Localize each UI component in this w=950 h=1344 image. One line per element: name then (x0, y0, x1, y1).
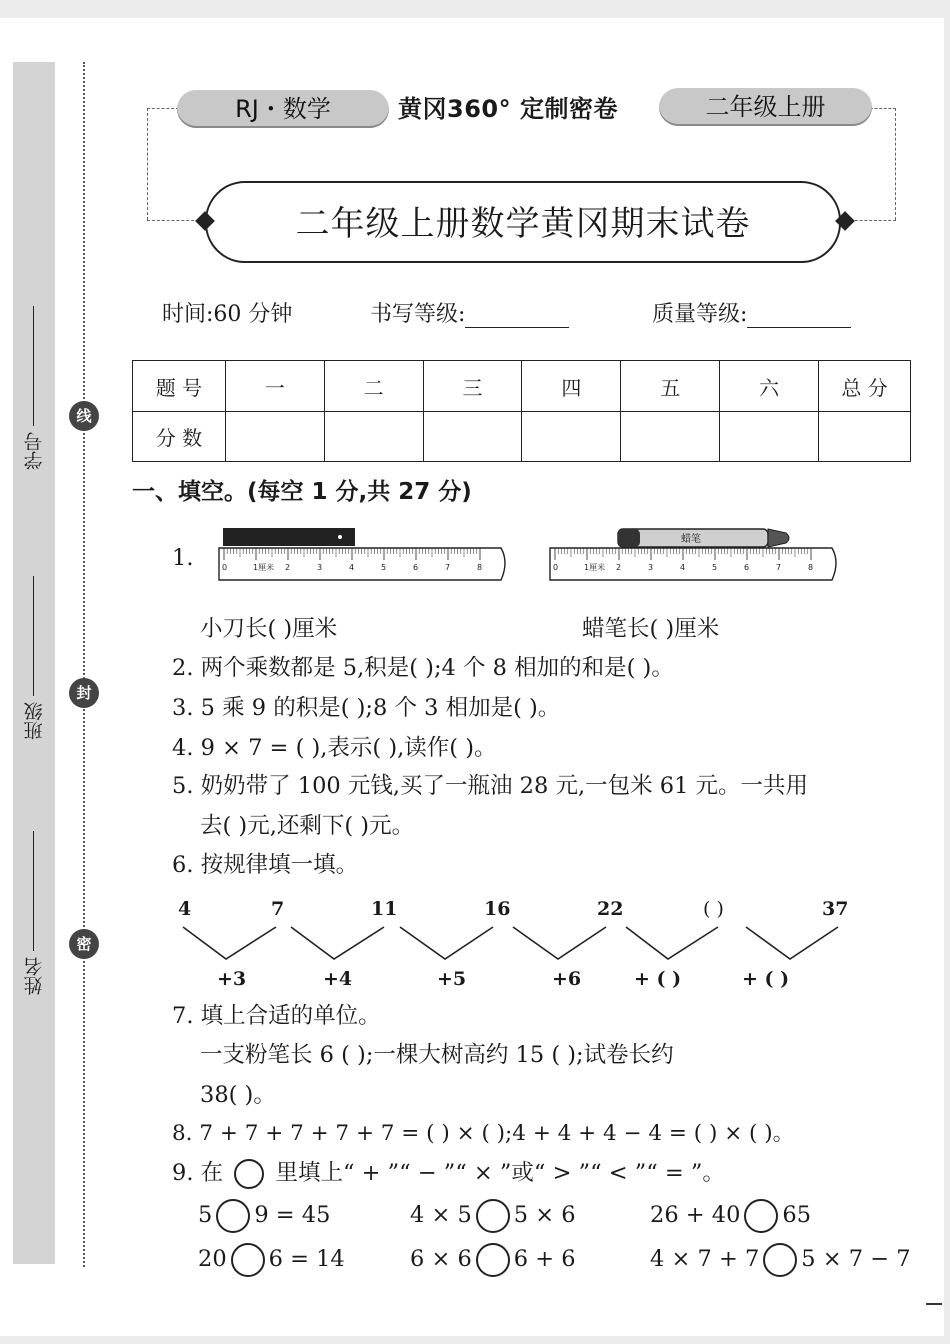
name-field[interactable] (12, 820, 56, 995)
q1-number: 1. (172, 545, 194, 571)
score-header-cell: 四 (522, 361, 621, 412)
seq-top: 37 (822, 898, 849, 920)
answer-circle[interactable] (216, 1199, 250, 1233)
name-blank[interactable] (34, 831, 35, 951)
question-3[interactable]: 3. 5 乘 9 的积是( );8 个 3 相加是( )。 (172, 695, 561, 721)
tick-label: 7 (445, 563, 451, 572)
score-cell[interactable] (819, 412, 911, 462)
q9-item (410, 1199, 576, 1233)
seq-vee (626, 927, 718, 959)
banner-dash (147, 108, 179, 109)
banner-dash (895, 108, 896, 220)
q1-knife-answer[interactable]: 小刀长( )厘米 (200, 616, 338, 642)
q9-left: 20 (198, 1246, 227, 1272)
seq-diff: +6 (552, 968, 582, 990)
student-no-label: 学号 (23, 432, 46, 470)
q9-item (650, 1243, 911, 1277)
seq-diff: +3 (217, 968, 247, 990)
banner-dash (870, 108, 896, 109)
tick-label-cm: 1厘米 (253, 563, 275, 572)
answer-circle[interactable] (476, 1243, 510, 1277)
question-5-line2[interactable]: 去( )元,还剩下( )元。 (200, 813, 415, 839)
quality-grade-label: 质量等级: (652, 302, 748, 327)
seq-top: 4 (178, 898, 192, 920)
score-cell[interactable] (324, 412, 423, 462)
q1-crayon-answer[interactable]: 蜡笔长( )厘米 (582, 616, 720, 642)
quality-grade-blank[interactable] (747, 301, 851, 328)
tick-label: 2 (285, 563, 291, 572)
tick-label: 7 (776, 563, 782, 572)
q9-right: 5 × 7 − 7 (801, 1246, 911, 1272)
score-header-cell: 总 分 (819, 361, 911, 412)
tick-label: 0 (553, 563, 559, 572)
question-7-line2[interactable]: 38( )。 (200, 1082, 276, 1108)
class-label: 班级 (23, 702, 46, 740)
q9-left: 4 × 5 (410, 1202, 472, 1228)
seq-vee (513, 927, 606, 959)
question-7-line1[interactable]: 一支粉笔长 6 ( );一棵大树高约 15 ( );试卷长约 (200, 1042, 674, 1068)
banner-dash (147, 220, 199, 221)
seq-diff-blank[interactable]: + ( ) (742, 968, 790, 990)
q9-right: 6 = 14 (268, 1246, 345, 1272)
score-header-cell: 五 (621, 361, 720, 412)
seq-vee (400, 927, 493, 959)
q9-right: 6 + 6 (513, 1246, 576, 1272)
seal-seal-mark: 封 (69, 678, 99, 708)
question-5-line1[interactable]: 5. 奶奶带了 100 元钱,买了一瓶油 28 元,一包米 61 元。一共用 (172, 773, 809, 799)
circle-icon (234, 1159, 264, 1189)
seq-vee (183, 927, 276, 959)
banner-dash (147, 108, 148, 220)
seq-top: 22 (597, 898, 624, 920)
seq-diff: +4 (323, 968, 353, 990)
seq-top: 16 (484, 898, 511, 920)
score-header-cell: 二 (324, 361, 423, 412)
score-cell[interactable] (423, 412, 522, 462)
tick-label: 5 (381, 563, 387, 572)
q9-item (410, 1243, 576, 1277)
seq-diff: +5 (437, 968, 467, 990)
tick-label: 4 (349, 563, 355, 572)
score-header-cell: 三 (423, 361, 522, 412)
tick-label: 6 (744, 563, 750, 572)
seq-vee (291, 927, 384, 959)
class-blank[interactable] (34, 576, 35, 696)
score-cell[interactable] (522, 412, 621, 462)
seq-top: 11 (371, 898, 398, 920)
tick-label-cm: 1厘米 (584, 563, 606, 572)
seq-vee (746, 927, 838, 959)
page-title: 二年级上册数学黄冈期末试卷 (295, 204, 751, 244)
section-heading: 一、填空。(每空 1 分,共 27 分) (132, 479, 472, 505)
writing-grade-blank[interactable] (465, 301, 569, 328)
answer-circle[interactable] (476, 1199, 510, 1233)
q9-item (198, 1243, 345, 1277)
tick-label: 8 (477, 563, 483, 572)
writing-grade (370, 297, 569, 328)
grade-tag: 二年级上册 (659, 88, 872, 126)
question-6: 6. 按规律填一填。 (172, 852, 359, 878)
question-9 (172, 1155, 725, 1189)
tick-label: 2 (616, 563, 622, 572)
q9-left: 4 × 7 + 7 (650, 1246, 760, 1272)
score-cell[interactable] (621, 412, 720, 462)
score-cell[interactable] (225, 412, 324, 462)
question-8[interactable]: 8. 7 + 7 + 7 + 7 + 7 = ( ) × ( );4 + 4 + 4 − 4 = ( ) × ( )。 (172, 1121, 795, 1146)
sequence-arrows (178, 922, 848, 966)
tick-label: 0 (222, 563, 228, 572)
q9-left: 6 × 6 (410, 1246, 472, 1272)
question-7: 7. 填上合适的单位。 (172, 1003, 381, 1029)
tick-label: 3 (317, 563, 323, 572)
student-no-field[interactable] (12, 290, 56, 470)
answer-circle[interactable] (231, 1243, 265, 1277)
class-field[interactable] (12, 555, 56, 740)
question-4[interactable]: 4. 9 × 7 = ( ),表示( ),读作( )。 (172, 735, 497, 761)
score-header-cell: 题 号 (133, 361, 226, 412)
ruler-crayon-figure (546, 524, 841, 586)
answer-circle[interactable] (744, 1199, 778, 1233)
q9-instruction: 里填上“ + ”“ − ”“ × ”或“ > ”“ < ”“ = ”。 (275, 1160, 725, 1186)
score-table (132, 360, 911, 462)
score-row-label: 分 数 (133, 412, 226, 462)
quality-grade (652, 297, 851, 328)
seal-line-mark: 线 (69, 401, 99, 431)
score-cell[interactable] (720, 412, 819, 462)
answer-circle[interactable] (763, 1243, 797, 1277)
tick-label: 5 (712, 563, 718, 572)
knife-blade (223, 528, 355, 546)
q9-item (198, 1199, 330, 1233)
subject-tag: RJ・数学 (177, 90, 389, 128)
tick-label: 6 (413, 563, 419, 572)
tick-label: 8 (808, 563, 814, 572)
tick-label: 3 (648, 563, 654, 572)
time-info: 时间:60 分钟 (162, 302, 293, 327)
brand-title: 黄冈360° 定制密卷 (398, 95, 618, 123)
seal-secret-mark: 密 (69, 929, 99, 959)
q9-item (650, 1199, 811, 1233)
q9-right: 65 (782, 1202, 812, 1228)
crayon-label: 蜡笔 (681, 534, 701, 545)
seq-top-blank[interactable]: ( ) (703, 898, 724, 920)
seq-top: 7 (271, 898, 285, 920)
question-2[interactable]: 2. 两个乘数都是 5,积是( );4 个 8 相加的和是( )。 (172, 655, 674, 681)
q9-right: 9 = 45 (254, 1202, 331, 1228)
student-no-blank[interactable] (34, 306, 35, 426)
name-label: 姓名 (23, 957, 46, 995)
page-corner-mark (926, 1303, 942, 1305)
seq-diff-blank[interactable]: + ( ) (634, 968, 682, 990)
tick-label: 4 (680, 563, 686, 572)
cut-line (83, 62, 85, 1267)
score-header-cell: 六 (720, 361, 819, 412)
ruler-knife-figure (215, 524, 510, 586)
banner-dash (850, 220, 896, 221)
writing-grade-label: 书写等级: (370, 302, 466, 327)
q9-left: 26 + 40 (650, 1202, 741, 1228)
q9-left: 5 (198, 1202, 213, 1228)
q9-prefix: 9. 在 (172, 1160, 224, 1186)
q9-right: 5 × 6 (513, 1202, 576, 1228)
score-header-cell: 一 (225, 361, 324, 412)
